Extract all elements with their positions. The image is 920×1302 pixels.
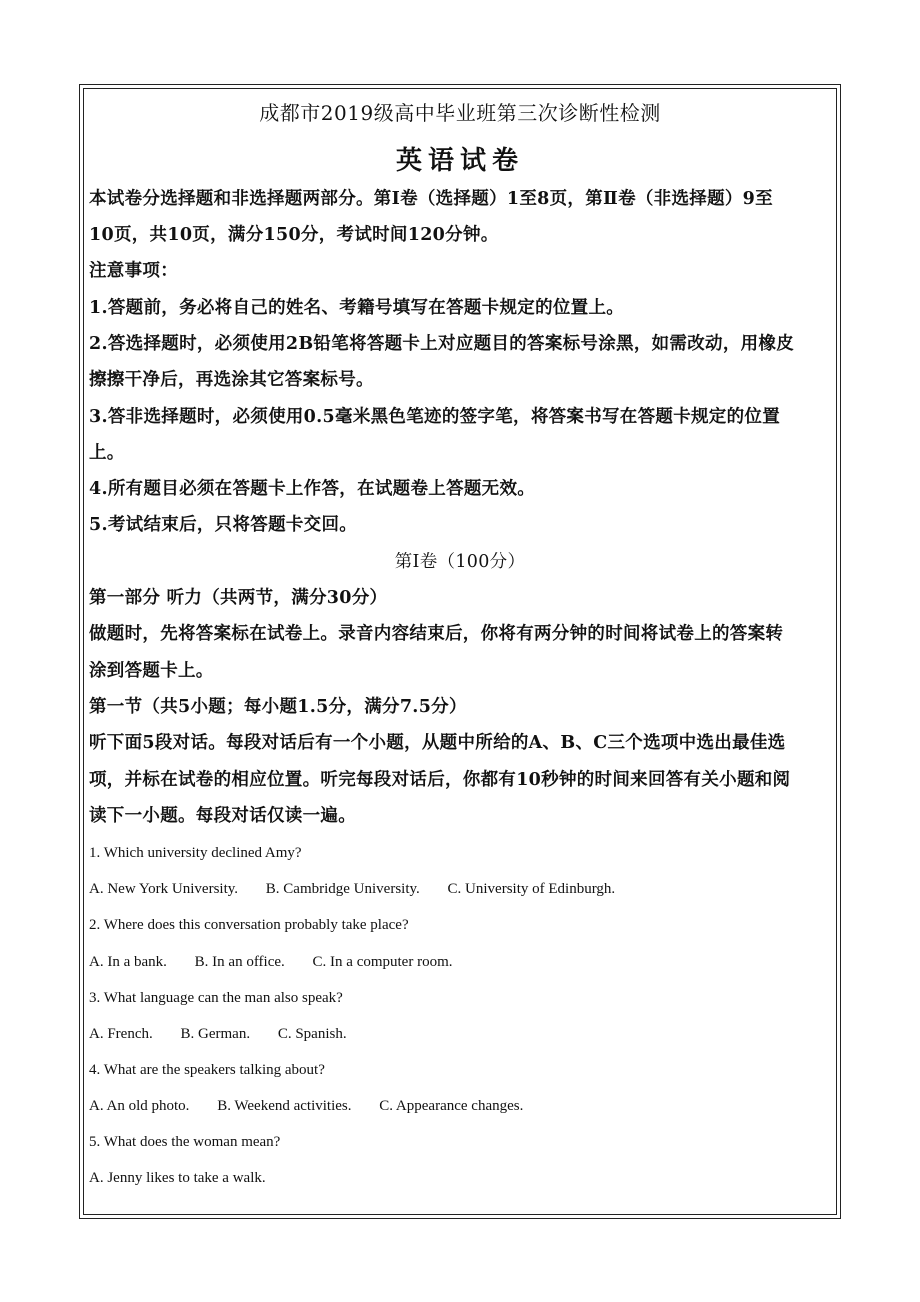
part1-instruction-cont: 涂到答题卡上。 — [89, 661, 214, 681]
intro-line: 10页，共10页，满分150分，考试时间120分钟。 — [89, 225, 499, 245]
option-c: C. Appearance changes. — [379, 1098, 524, 1114]
option-a: A. New York University. — [89, 881, 239, 897]
question-stem: 3. What language can the man also speak? — [89, 990, 343, 1006]
note-item-2: 2.答选择题时，必须使用2B铅笔将答题卡上对应题目的答案标号涂黑，如需改动，用橡皮 — [89, 334, 795, 354]
question-options — [89, 1095, 523, 1117]
question-stem: 5. What does the woman mean? — [89, 1134, 281, 1150]
question-stem: 4. What are the speakers talking about? — [89, 1062, 325, 1078]
section1-instruction-cont: 读下一小题。每段对话仅读一遍。 — [89, 806, 356, 826]
volume-title: 第Ⅰ卷（100分） — [394, 552, 526, 572]
option-c: C. University of Edinburgh. — [447, 881, 616, 897]
question-stem: 1. Which university declined Amy? — [89, 845, 302, 861]
part1-heading: 第一部分 听力（共两节，满分30分） — [89, 588, 388, 608]
option-c: C. In a computer room. — [312, 954, 453, 970]
option-b: B. Weekend activities. — [217, 1098, 352, 1114]
option-a: A. Jenny likes to take a walk. — [89, 1170, 266, 1186]
option-a: A. In a bank. — [89, 954, 167, 970]
question-options — [89, 951, 453, 973]
subject-title: 英语试卷 — [395, 146, 524, 176]
section1-heading: 第一节（共5小题；每小题1.5分，满分7.5分） — [89, 697, 467, 717]
intro-line: 本试卷分选择题和非选择题两部分。第Ⅰ卷（选择题）1至8页，第Ⅱ卷（非选择题）9至 — [89, 189, 773, 209]
note-item-4: 4.所有题目必须在答题卡上作答，在试题卷上答题无效。 — [89, 479, 536, 499]
option-a: A. French. — [89, 1026, 153, 1042]
note-item-3: 3.答非选择题时，必须使用0.5毫米黑色笔迹的签字笔，将答案书写在答题卡规定的位置 — [89, 407, 781, 427]
option-b: B. In an office. — [194, 954, 285, 970]
option-b: B. German. — [180, 1026, 251, 1042]
part1-instruction: 做题时，先将答案标在试卷上。录音内容结束后，你将有两分钟的时间将试卷上的答案转 — [89, 624, 784, 644]
exam-title: 成都市2019级高中毕业班第三次诊断性检测 — [259, 101, 661, 125]
option-b: B. Cambridge University. — [265, 881, 420, 897]
page-border-inner — [83, 88, 837, 1215]
option-a: A. An old photo. — [89, 1098, 190, 1114]
section1-instruction-cont: 项，并标在试卷的相应位置。听完每段对话后，你都有10秒钟的时间来回答有关小题和阅 — [89, 770, 791, 790]
note-item-3-cont: 上。 — [89, 443, 125, 463]
question-stem: 2. Where does this conversation probably take place? — [89, 917, 409, 933]
question-options — [89, 1167, 266, 1189]
note-item-5: 5.考试结束后，只将答题卡交回。 — [89, 515, 358, 535]
option-c: C. Spanish. — [277, 1026, 347, 1042]
note-item-2-cont: 擦擦干净后，再选涂其它答案标号。 — [89, 370, 374, 390]
question-options — [89, 1023, 347, 1045]
question-options — [89, 878, 615, 900]
notes-heading: 注意事项： — [89, 261, 178, 281]
note-item-1: 1.答题前，务必将自己的姓名、考籍号填写在答题卡规定的位置上。 — [89, 298, 625, 318]
section1-instruction: 听下面5段对话。每段对话后有一个小题，从题中所给的A、B、C三个选项中选出最佳选 — [89, 733, 786, 753]
